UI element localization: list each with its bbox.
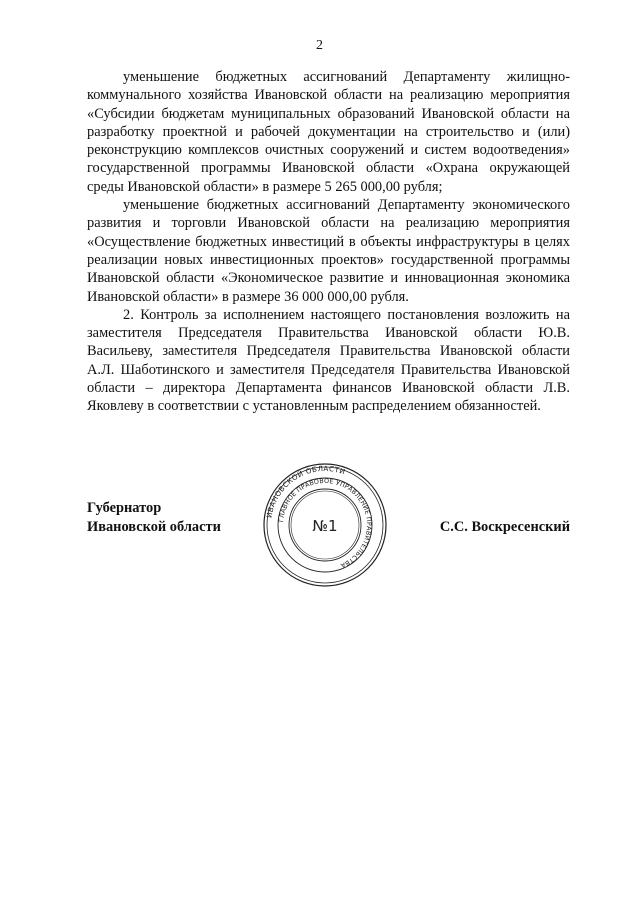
signatory-title: [87, 499, 221, 537]
page-number: 2: [316, 38, 323, 53]
stamp-center-number: №1: [312, 517, 338, 535]
document-body: [87, 68, 570, 416]
signatory-title-line1: Губернатор: [87, 500, 162, 516]
paragraph-budget-reduction-housing: уменьшение бюджетных ассигнований Департаменту жилищно-коммунального хозяйства Ивановской области на реализацию мероприятия «Субсидии бюджетам муниципальных образований Ивановской области на разработку проектной и рабочей документации на строительство и (или) реконструкцию комплексов очистных сооружений и систем водоотведения» государственной программы Ивановской области «Охрана окружающей среды Ивановской области» в размере 5 265 000,00 рубля;: [87, 69, 570, 195]
paragraph-control-clause: 2. Контроль за исполнением настоящего постановления возложить на заместителя Председателя Правительства Ивановской области Ю.В. Васильеву, заместителя Председателя Правительства Ивановской области А.Л. Шаботинского и заместителя Председателя Правительства Ивановской области – директора Департамента финансов Ивановской области Л.В. Яковлеву в соответствии с установленным распределением обязанностей.: [87, 306, 570, 415]
stamp-outer-ring-text: ИВАНОВСКОЙ ОБЛАСТИ: [264, 463, 347, 519]
official-stamp: [262, 462, 388, 588]
signatory-name: С.С. Воскресенский: [439, 519, 570, 535]
signatory-title-line2: Ивановской области: [87, 519, 221, 535]
stamp-inner-ring-text: ГЛАВНОЕ ПРАВОВОЕ УПРАВЛЕНИЕ ПРАВИТЕЛЬСТВА: [278, 477, 373, 569]
paragraph-budget-reduction-economy: уменьшение бюджетных ассигнований Департаменту экономического развития и торговли Ивановской области на реализацию мероприятия «Осуществление бюджетных инвестиций в объекты инфраструктуры в целях реализации новых инвестиционных проектов» государственной программы Ивановской области «Экономическое развитие и инновационная экономика Ивановской области» в размере 36 000 000,00 рубля.: [87, 197, 570, 305]
